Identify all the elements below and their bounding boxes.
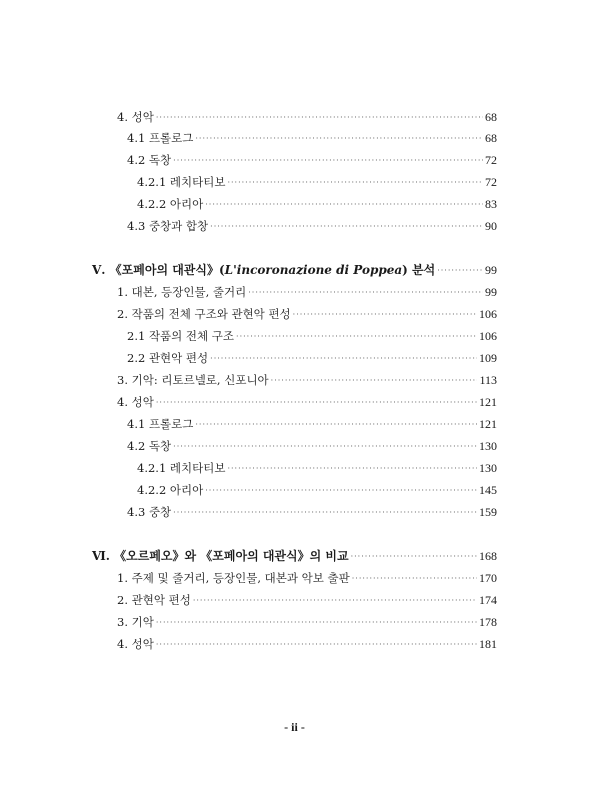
- toc-entry: [117, 569, 497, 587]
- toc-entry: [137, 173, 497, 191]
- toc-entry-label: 2. 관현악 편성: [117, 593, 191, 607]
- toc-leader-dots: [195, 416, 477, 434]
- toc-leader-dots: [236, 328, 477, 346]
- toc-entry-label: 4.2.1 레치타티보: [137, 461, 226, 475]
- toc-leader-dots: [205, 196, 483, 214]
- toc-entry-label: 4.1 프롤로그: [127, 131, 194, 145]
- toc-entry: [137, 481, 497, 499]
- toc-entry-label: 1. 대본, 등장인물, 줄거리: [117, 285, 247, 299]
- toc-entry-page: 145: [479, 483, 497, 497]
- toc-entry: [127, 151, 497, 169]
- toc-leader-dots: [156, 614, 477, 632]
- toc-entry-label: 4. 성악: [117, 110, 154, 124]
- toc-entry: [127, 503, 497, 521]
- toc-entry-page: 106: [479, 307, 497, 321]
- toc-leader-dots: [210, 350, 477, 368]
- toc-entry-label: 2.2 관현악 편성: [127, 351, 209, 365]
- toc-entry-label: 2. 작품의 전체 구조와 관현악 편성: [117, 307, 291, 321]
- toc-leader-dots: [173, 152, 483, 170]
- toc-leader-dots: [271, 372, 478, 390]
- toc-entry-label: 4.3 중창과 합창: [127, 219, 209, 233]
- toc-entry-page: 99: [485, 263, 497, 277]
- toc-entry-label: 4. 성악: [117, 395, 154, 409]
- toc-entry-page: 68: [485, 110, 497, 124]
- toc-entry: [117, 283, 497, 301]
- toc-chapter-heading: [92, 261, 497, 279]
- toc-entry-page: 72: [485, 175, 497, 189]
- toc-leader-dots: [156, 109, 483, 127]
- toc-entry-page: 170: [479, 571, 497, 585]
- toc-entry: [137, 195, 497, 213]
- toc-chapter-label-italic: L'incoronazione di Poppea: [224, 263, 403, 277]
- toc-entry: [127, 217, 497, 235]
- toc-entry-page: 168: [479, 549, 497, 563]
- toc-entry-page: 159: [479, 505, 497, 519]
- toc-entry-page: 68: [485, 131, 497, 145]
- toc-leader-dots: [156, 394, 477, 412]
- toc-entry-label: 4. 성악: [117, 637, 154, 651]
- toc-entry-label: 3. 기악: [117, 615, 154, 629]
- toc-entry-label: 2.1 작품의 전체 구조: [127, 329, 235, 343]
- toc-chapter-label-prefix: Ⅴ. 《포페아의 대관식》(: [92, 263, 225, 277]
- toc-chapter-label-suffix: ) 분석: [402, 263, 436, 277]
- toc-entry-page: 121: [479, 395, 497, 409]
- toc-entry: [127, 437, 497, 455]
- toc-entry-label: 4.1 프롤로그: [127, 417, 194, 431]
- toc-entry: [137, 459, 497, 477]
- toc-chapter-heading: [92, 547, 497, 565]
- toc-leader-dots: [193, 592, 477, 610]
- toc-entry: [117, 613, 497, 631]
- toc-entry: [127, 327, 497, 345]
- toc-entry-page: 99: [485, 285, 497, 299]
- toc-entry-page: 83: [485, 197, 497, 211]
- toc-leader-dots: [205, 482, 477, 500]
- toc-entry-page: 174: [479, 593, 497, 607]
- toc-leader-dots: [195, 130, 483, 148]
- toc-entry-page: 178: [479, 615, 497, 629]
- toc-leader-dots: [437, 262, 483, 280]
- toc-entry: [117, 371, 497, 389]
- toc-leader-dots: [173, 438, 477, 456]
- toc-leader-dots: [227, 174, 483, 192]
- toc-leader-dots: [173, 504, 477, 522]
- toc-entry-label: 4.2.1 레치타티보: [137, 175, 226, 189]
- toc-entry: [117, 305, 497, 323]
- toc-entry: [117, 591, 497, 609]
- toc-entry-page: 72: [485, 153, 497, 167]
- toc-entry-label: 4.3 중창: [127, 505, 172, 519]
- toc-chapter-label: Ⅵ. 《오르페오》와 《포페아의 대관식》의 비교: [92, 549, 349, 563]
- toc-entry-page: 121: [479, 417, 497, 431]
- toc-entry: [127, 129, 497, 147]
- toc-entry-label: 4.2 독창: [127, 153, 172, 167]
- toc-entry-label: 3. 기악: 리토르넬로, 신포니아: [117, 373, 269, 387]
- toc-chapter-label: [92, 261, 437, 279]
- toc-entry-page: 109: [479, 351, 497, 365]
- toc-leader-dots: [210, 218, 483, 236]
- toc-leader-dots: [248, 284, 483, 302]
- toc-entry: [117, 635, 497, 653]
- toc-entry: [117, 393, 497, 411]
- toc-entry: [117, 108, 497, 126]
- toc-entry-label: 1. 주제 및 줄거리, 등장인물, 대본과 악보 출판: [117, 571, 350, 585]
- toc-entry-page: 130: [479, 439, 497, 453]
- toc-entry-page: 90: [485, 219, 497, 233]
- toc-leader-dots: [352, 570, 477, 588]
- toc-entry: [127, 349, 497, 367]
- toc-leader-dots: [293, 306, 477, 324]
- toc-leader-dots: [227, 460, 477, 478]
- toc-entry-page: 113: [479, 373, 497, 387]
- toc-entry-page: 106: [479, 329, 497, 343]
- toc-entry-label: 4.2.2 아리아: [137, 483, 204, 497]
- toc-entry: [127, 415, 497, 433]
- toc-leader-dots: [156, 636, 477, 654]
- toc-entry-label: 4.2 독창: [127, 439, 172, 453]
- toc-entry-page: 181: [479, 637, 497, 651]
- toc-entry-page: 130: [479, 461, 497, 475]
- page-number-footer: - ii -: [284, 720, 305, 734]
- toc-leader-dots: [351, 548, 477, 566]
- toc-entry-label: 4.2.2 아리아: [137, 197, 204, 211]
